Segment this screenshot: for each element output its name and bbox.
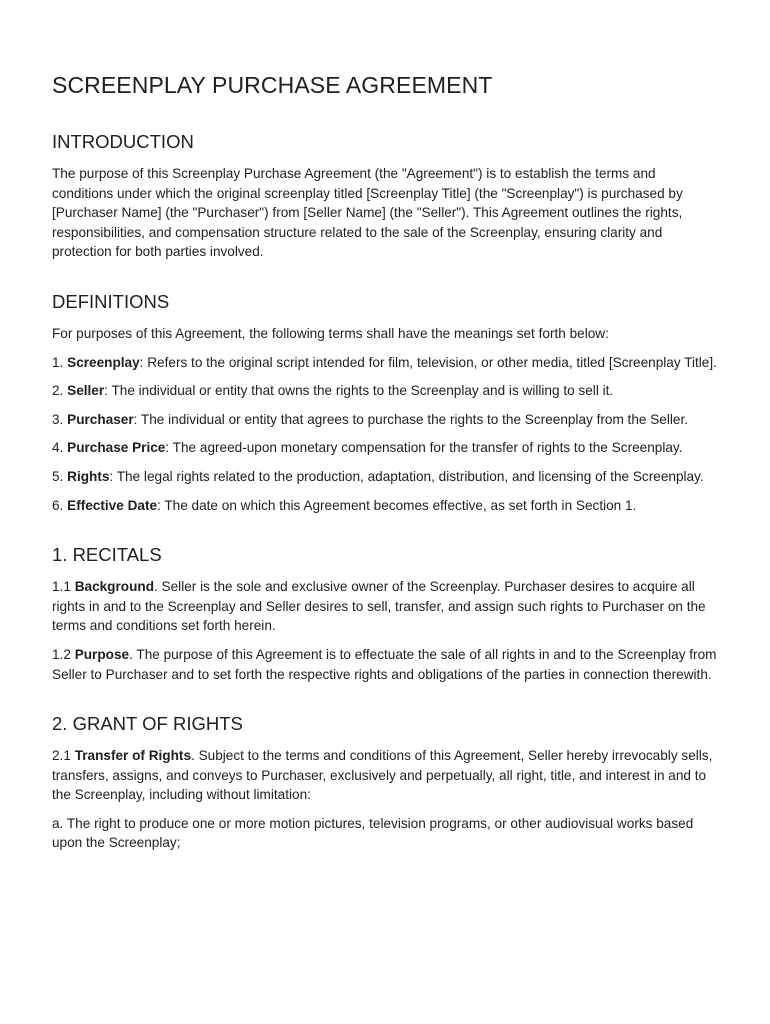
definition-term: Effective Date: [67, 497, 158, 513]
definition-item: [52, 381, 718, 401]
grant-section: [52, 712, 718, 853]
recital-number: 1.2: [52, 646, 75, 662]
definition-number: 4.: [52, 440, 68, 456]
grant-heading: 2. GRANT OF RIGHTS: [52, 713, 243, 735]
definitions-heading: DEFINITIONS: [52, 290, 170, 312]
definition-term: Seller: [67, 383, 105, 399]
definition-number: 3.: [52, 411, 68, 427]
definitions-section: [52, 290, 718, 515]
grant-number: 2.1: [52, 748, 75, 764]
grant-item: [52, 746, 718, 805]
grant-sub-item: a. The right to produce one or more motion pictures, television programs, or other audiovisual works based upon the Screenplay;: [52, 815, 694, 851]
definition-number: 6.: [52, 497, 68, 513]
definition-item: [52, 410, 718, 430]
definition-text: : The date on which this Agreement becomes effective, as set forth in Section 1.: [157, 497, 637, 513]
introduction-heading: INTRODUCTION: [52, 131, 194, 152]
recitals-heading: 1. RECITALS: [52, 544, 162, 566]
recital-text: . The purpose of this Agreement is to effectuate the sale of all rights in and to the Screenplay from Seller to Purchaser and to set forth the respective rights and obligations of the parties in connection therewith.: [52, 646, 717, 682]
definition-number: 1.: [52, 354, 68, 370]
recital-text: . Seller is the sole and exclusive owner of the Screenplay. Purchaser desires to acquire all rights in and to the Screenplay and Seller desires to sell, transfer, and assign such rights to Purchaser on the terms and conditions set forth herein.: [52, 579, 706, 634]
recital-term: Background: [74, 579, 154, 595]
recitals-section: [52, 543, 718, 684]
grant-text: . Subject to the terms and conditions of this Agreement, Seller hereby irrevocably sells, transfers, assigns, and conveys to Purchaser, exclusively and perpetually, all right, title, and interest in and to the Screenplay, including without limitation:: [52, 748, 713, 803]
definition-text: : The individual or entity that agrees to purchase the rights to the Screenplay from the Seller.: [133, 411, 689, 427]
definition-term: Screenplay: [67, 354, 140, 370]
definition-item: [52, 353, 718, 373]
recital-number: 1.1: [52, 579, 75, 595]
definition-term: Rights: [67, 468, 110, 484]
definition-number: 5.: [52, 468, 68, 484]
definition-text: : The individual or entity that owns the rights to the Screenplay and is willing to sell it.: [104, 383, 614, 399]
definition-number: 2.: [52, 383, 68, 399]
recital-item: [52, 645, 718, 684]
document-title: SCREENPLAY PURCHASE AGREEMENT: [52, 72, 493, 98]
definition-item: [52, 438, 718, 458]
recital-term: Purpose: [74, 646, 130, 662]
definition-text: : Refers to the original script intended for film, television, or other media, titled [Screenplay Title].: [139, 354, 717, 370]
definition-text: : The legal rights related to the production, adaptation, distribution, and licensing of the Screenplay.: [109, 468, 704, 484]
introduction-section: [52, 130, 718, 262]
definition-term: Purchase Price: [67, 440, 166, 456]
definition-text: : The agreed-upon monetary compensation for the transfer of rights to the Screenplay.: [165, 440, 683, 456]
definitions-intro: For purposes of this Agreement, the following terms shall have the meanings set forth below:: [52, 325, 609, 341]
definition-term: Purchaser: [67, 411, 134, 427]
introduction-text: The purpose of this Screenplay Purchase Agreement (the "Agreement") is to establish the terms and conditions under which the original screenplay titled [Screenplay Title] (the "Screenplay") is purchased by [Purchaser Name] (the "Purchaser") from [Seller Name] (the "Seller"). This Agreement outlines the rights, responsibilities, and compensation structure related to the sale of the Screenplay, ensuring clarity and protection for both parties involved.: [52, 166, 683, 260]
grant-term: Transfer of Rights: [74, 748, 192, 764]
definition-item: [52, 467, 718, 487]
recital-item: [52, 577, 718, 636]
definition-item: [52, 496, 718, 516]
